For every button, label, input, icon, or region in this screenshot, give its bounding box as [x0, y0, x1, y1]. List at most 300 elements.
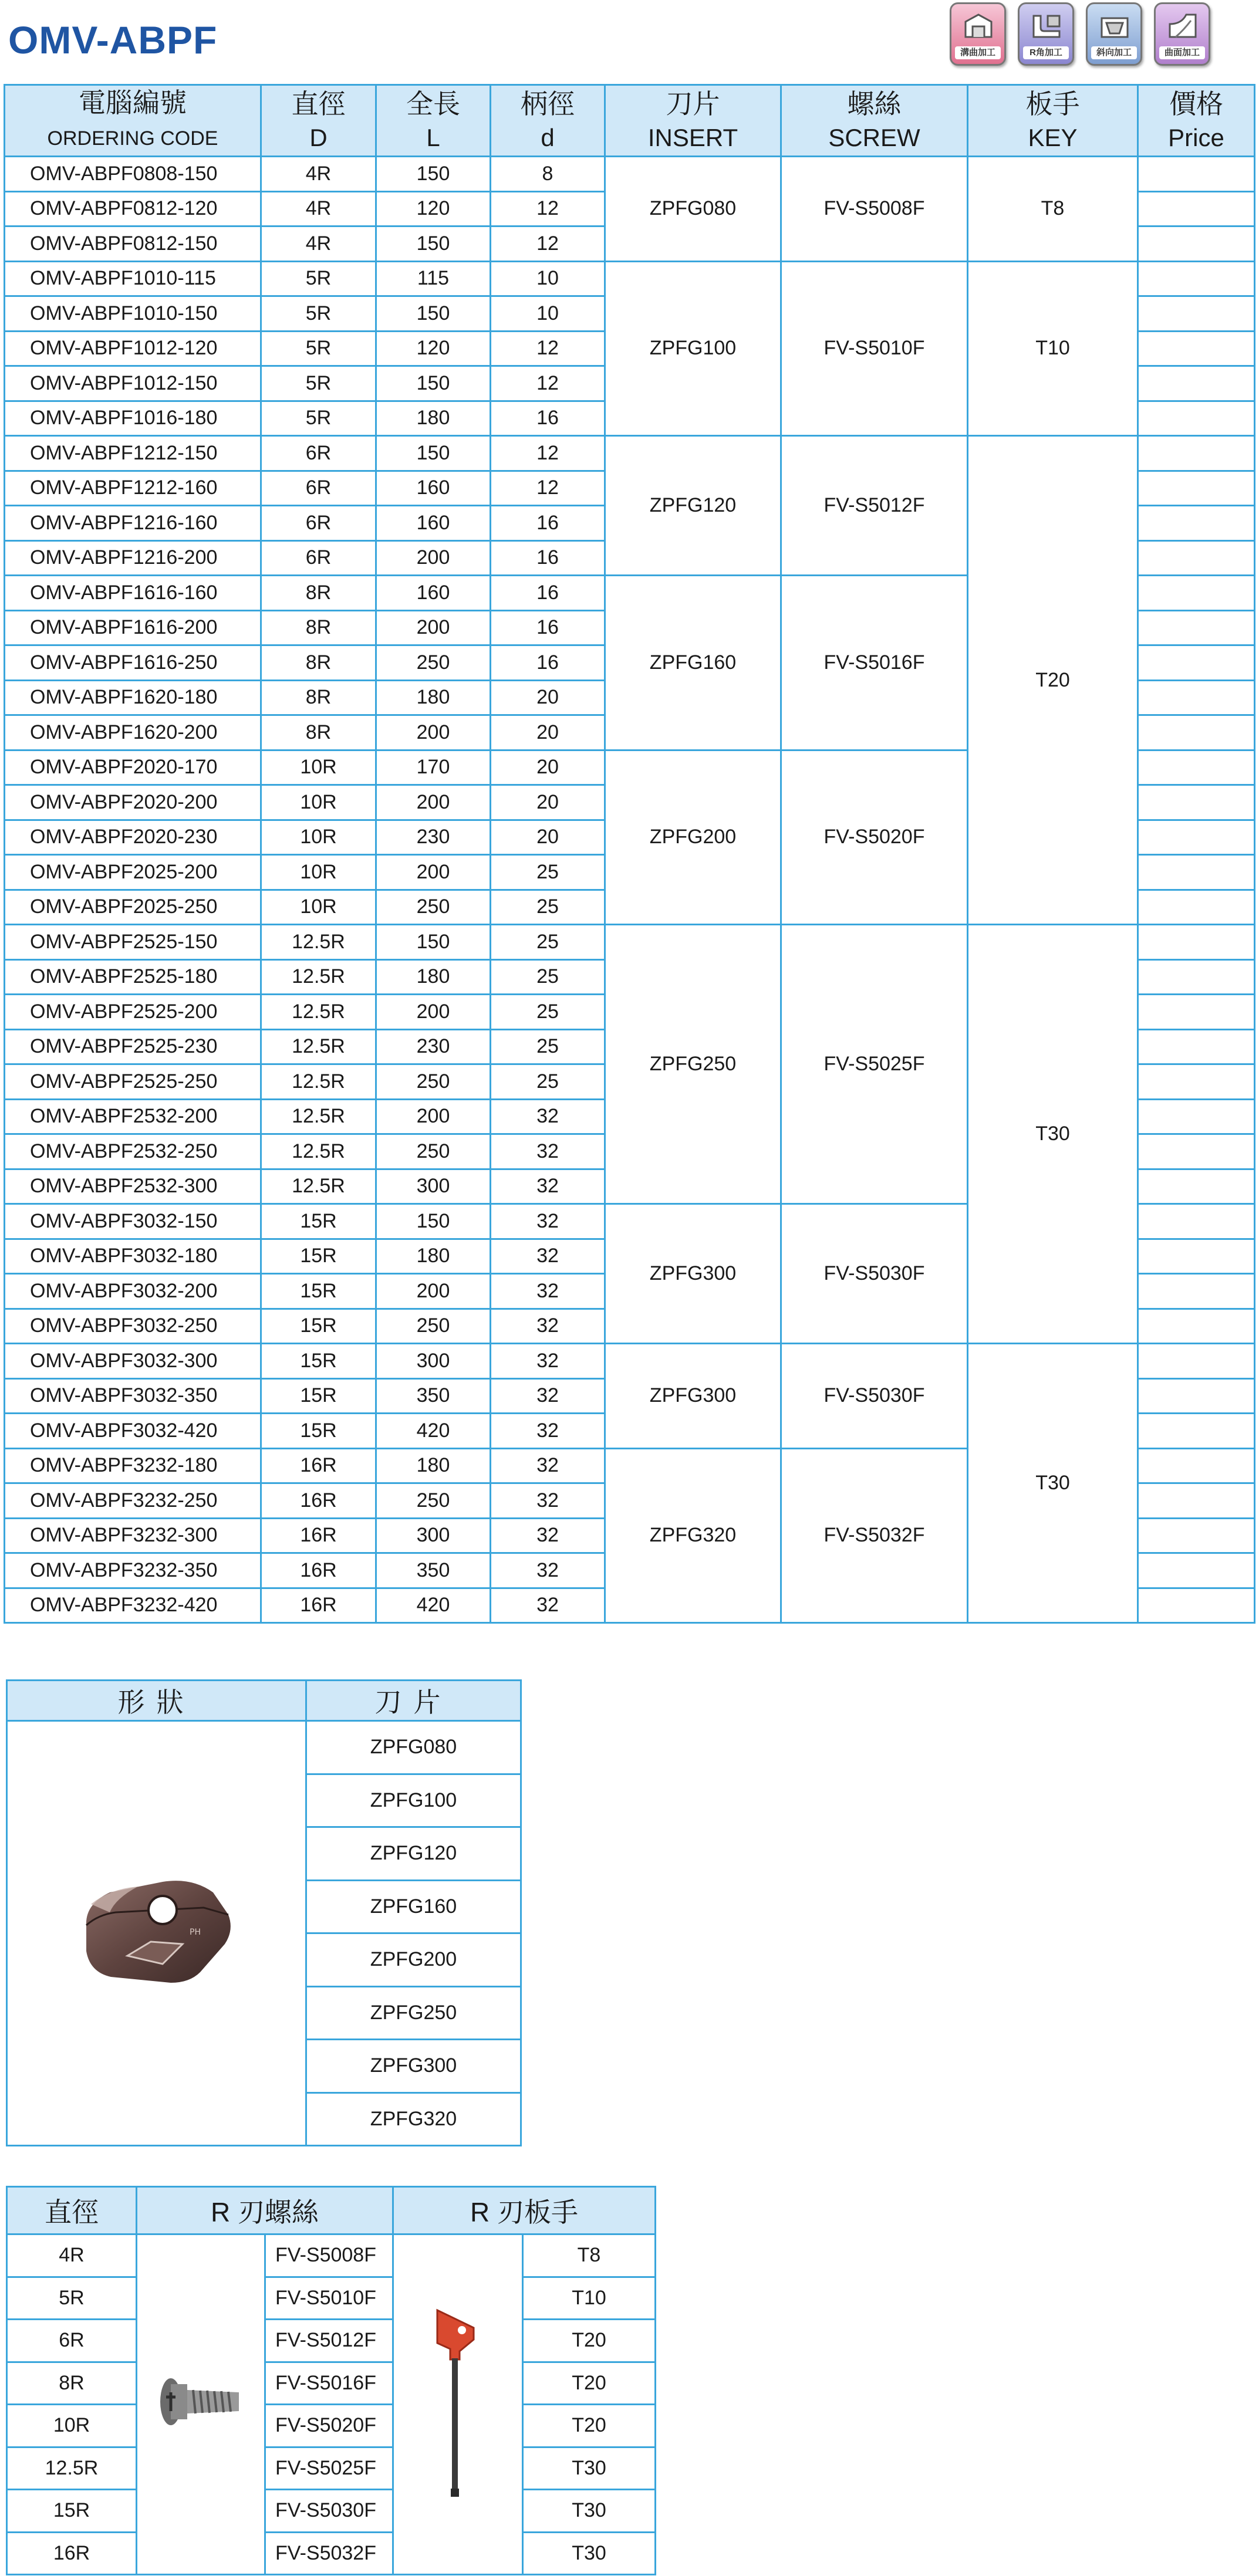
insert-cell: ZPFG100	[605, 261, 781, 436]
key-cell: T8	[523, 2234, 656, 2277]
screw-cell: FV-S5010F	[265, 2277, 393, 2320]
price-cell	[1138, 890, 1255, 925]
ordering-code-cell: OMV-ABPF3232-300	[5, 1518, 261, 1553]
screw-cell: FV-S5030F	[265, 2490, 393, 2533]
table-header-row	[5, 85, 1255, 157]
length-cell: 160	[376, 471, 491, 506]
ordering-code-cell: OMV-ABPF1616-250	[5, 645, 261, 681]
length-cell: 150	[376, 296, 491, 332]
ordering-code-cell: OMV-ABPF3232-180	[5, 1448, 261, 1483]
shank-diameter-cell: 10	[491, 261, 605, 296]
key-cell: T20	[523, 2362, 656, 2405]
screw-cell: FV-S5032F	[781, 1448, 968, 1623]
length-cell: 230	[376, 820, 491, 855]
header-shape: 形狀	[7, 1681, 306, 1721]
shank-diameter-cell: 12	[491, 366, 605, 401]
header-insert: 刀片 INSERT	[605, 85, 781, 157]
length-cell: 250	[376, 1134, 491, 1169]
screw-cell: FV-S5008F	[781, 157, 968, 262]
length-cell: 200	[376, 610, 491, 645]
shank-diameter-cell: 32	[491, 1204, 605, 1239]
screw-cell: FV-S5020F	[781, 750, 968, 925]
length-cell: 150	[376, 157, 491, 192]
price-cell	[1138, 1134, 1255, 1169]
shank-diameter-cell: 20	[491, 785, 605, 820]
diameter-cell: 5R	[7, 2277, 137, 2320]
ordering-code-cell: OMV-ABPF2025-200	[5, 855, 261, 890]
length-cell: 250	[376, 890, 491, 925]
table-row	[5, 1344, 1255, 1379]
price-cell	[1138, 1309, 1255, 1344]
shank-diameter-cell: 32	[491, 1518, 605, 1553]
price-cell	[1138, 995, 1255, 1030]
insert-cell: ZPFG200	[605, 750, 781, 925]
table-row	[5, 261, 1255, 296]
diameter-cell: 4R	[261, 227, 376, 262]
ordering-code-cell: OMV-ABPF3032-250	[5, 1309, 261, 1344]
insert-photo	[75, 1869, 239, 1992]
shank-diameter-cell: 16	[491, 576, 605, 611]
length-cell: 200	[376, 995, 491, 1030]
shank-diameter-cell: 25	[491, 995, 605, 1030]
price-cell	[1138, 401, 1255, 436]
shank-diameter-cell: 8	[491, 157, 605, 192]
price-cell	[1138, 1588, 1255, 1623]
length-cell: 160	[376, 576, 491, 611]
insert-cell: ZPFG320	[306, 2092, 521, 2146]
header-length: 全長 L	[376, 85, 491, 157]
shank-diameter-cell: 32	[491, 1448, 605, 1483]
price-cell	[1138, 436, 1255, 471]
diameter-cell: 10R	[261, 820, 376, 855]
shank-diameter-cell: 32	[491, 1588, 605, 1623]
diameter-cell: 12.5R	[261, 995, 376, 1030]
key-cell: T10	[523, 2277, 656, 2320]
ordering-code-cell: OMV-ABPF1012-120	[5, 331, 261, 366]
ordering-code-cell: OMV-ABPF1620-180	[5, 680, 261, 715]
shank-diameter-cell: 20	[491, 715, 605, 751]
header-shank-diameter: 柄徑 d	[491, 85, 605, 157]
price-cell	[1138, 1204, 1255, 1239]
diameter-cell: 15R	[261, 1309, 376, 1344]
shank-diameter-cell: 25	[491, 1064, 605, 1100]
diameter-cell: 8R	[261, 715, 376, 751]
shank-diameter-cell: 12	[491, 331, 605, 366]
ordering-code-cell: OMV-ABPF2525-180	[5, 959, 261, 995]
length-cell: 170	[376, 750, 491, 785]
header-r-screw: R 刃螺絲	[137, 2187, 393, 2234]
ordering-code-cell: OMV-ABPF1212-150	[5, 436, 261, 471]
header-screw: 螺絲 SCREW	[781, 85, 968, 157]
diameter-cell: 12.5R	[261, 1064, 376, 1100]
diameter-cell: 15R	[261, 1344, 376, 1379]
diameter-cell: 16R	[261, 1588, 376, 1623]
length-cell: 200	[376, 715, 491, 751]
length-cell: 420	[376, 1414, 491, 1449]
screw-image-cell	[137, 2234, 265, 2575]
key-cell: T30	[523, 2532, 656, 2575]
diameter-cell: 10R	[7, 2405, 137, 2447]
price-cell	[1138, 1064, 1255, 1100]
header-diameter: 直徑 D	[261, 85, 376, 157]
diameter-cell: 12.5R	[261, 925, 376, 960]
length-cell: 420	[376, 1588, 491, 1623]
insert-shape-body	[7, 1721, 521, 2146]
length-cell: 200	[376, 1099, 491, 1134]
screw-cell: FV-S5016F	[265, 2362, 393, 2405]
diameter-cell: 16R	[261, 1553, 376, 1588]
header-insert: 刀片	[306, 1681, 521, 1721]
ordering-code-cell: OMV-ABPF2525-150	[5, 925, 261, 960]
table-row	[7, 2277, 656, 2320]
diameter-cell: 10R	[261, 750, 376, 785]
ordering-table	[4, 84, 1255, 1624]
diameter-cell: 16R	[261, 1448, 376, 1483]
diameter-cell: 5R	[261, 366, 376, 401]
ordering-code-cell: OMV-ABPF0812-120	[5, 191, 261, 227]
diameter-cell: 10R	[261, 785, 376, 820]
shank-diameter-cell: 32	[491, 1378, 605, 1414]
table-row	[7, 2320, 656, 2362]
price-cell	[1138, 261, 1255, 296]
diameter-cell: 12.5R	[261, 1169, 376, 1204]
table-row	[5, 157, 1255, 192]
length-cell: 180	[376, 1239, 491, 1274]
diameter-cell: 5R	[261, 296, 376, 332]
length-cell: 180	[376, 401, 491, 436]
shank-diameter-cell: 16	[491, 540, 605, 576]
key-cell: T30	[523, 2490, 656, 2533]
insert-cell: ZPFG100	[306, 1774, 521, 1827]
badge-label: 斜向加工	[1091, 46, 1137, 59]
badge-label: 曲面加工	[1159, 46, 1205, 59]
diameter-cell: 8R	[261, 610, 376, 645]
insert-cell: ZPFG250	[306, 1986, 521, 2040]
diameter-cell: 15R	[261, 1378, 376, 1414]
diameter-cell: 8R	[261, 680, 376, 715]
diameter-cell: 16R	[261, 1483, 376, 1519]
length-cell: 150	[376, 227, 491, 262]
price-cell	[1138, 750, 1255, 785]
length-cell: 200	[376, 855, 491, 890]
price-cell	[1138, 1553, 1255, 1588]
length-cell: 150	[376, 366, 491, 401]
screw-cell: FV-S5020F	[265, 2405, 393, 2447]
diameter-cell: 5R	[261, 401, 376, 436]
insert-cell: ZPFG120	[306, 1827, 521, 1881]
ordering-table-body	[5, 157, 1255, 1623]
insert-cell: ZPFG320	[605, 1448, 781, 1623]
length-cell: 250	[376, 645, 491, 681]
diameter-cell: 15R	[261, 1274, 376, 1309]
length-cell: 150	[376, 1204, 491, 1239]
diameter-cell: 8R	[261, 576, 376, 611]
diameter-cell: 16R	[261, 1518, 376, 1553]
price-cell	[1138, 540, 1255, 576]
price-cell	[1138, 1483, 1255, 1519]
key-cell: T10	[968, 261, 1138, 436]
key-cell: T20	[968, 436, 1138, 925]
shank-diameter-cell: 25	[491, 925, 605, 960]
price-cell	[1138, 191, 1255, 227]
diameter-cell: 4R	[261, 157, 376, 192]
curved-surface-machining-icon	[1166, 10, 1199, 43]
header-diameter: 直徑	[7, 2187, 137, 2234]
screw-icon	[157, 2355, 245, 2449]
screw-cell: FV-S5032F	[265, 2532, 393, 2575]
shank-diameter-cell: 32	[491, 1274, 605, 1309]
ordering-code-cell: OMV-ABPF1616-160	[5, 576, 261, 611]
shank-diameter-cell: 32	[491, 1414, 605, 1449]
header-price: 價格 Price	[1138, 85, 1255, 157]
ordering-code-cell: OMV-ABPF2525-250	[5, 1064, 261, 1100]
screw-cell: FV-S5030F	[781, 1344, 968, 1449]
ordering-code-cell: OMV-ABPF3232-350	[5, 1553, 261, 1588]
shank-diameter-cell: 16	[491, 645, 605, 681]
price-cell	[1138, 1099, 1255, 1134]
shank-diameter-cell: 32	[491, 1309, 605, 1344]
page-title: OMV-ABPF	[8, 18, 218, 62]
length-cell: 180	[376, 959, 491, 995]
shank-diameter-cell: 25	[491, 959, 605, 995]
diameter-cell: 15R	[261, 1414, 376, 1449]
header-key: 板手 KEY	[968, 85, 1138, 157]
shank-diameter-cell: 12	[491, 191, 605, 227]
price-cell	[1138, 1239, 1255, 1274]
shank-diameter-cell: 32	[491, 1553, 605, 1588]
key-cell: T20	[523, 2405, 656, 2447]
insert-cell: ZPFG160	[306, 1880, 521, 1933]
diameter-cell: 4R	[7, 2234, 137, 2277]
shank-diameter-cell: 20	[491, 680, 605, 715]
length-cell: 300	[376, 1518, 491, 1553]
length-cell: 120	[376, 191, 491, 227]
length-cell: 350	[376, 1553, 491, 1588]
ordering-code-cell: OMV-ABPF3032-180	[5, 1239, 261, 1274]
price-cell	[1138, 471, 1255, 506]
diameter-cell: 6R	[261, 506, 376, 541]
ordering-code-cell: OMV-ABPF1216-160	[5, 506, 261, 541]
insert-photo-cell	[7, 1721, 306, 2146]
ordering-code-cell: OMV-ABPF1010-115	[5, 261, 261, 296]
shank-diameter-cell: 16	[491, 610, 605, 645]
ordering-code-cell: OMV-ABPF2532-250	[5, 1134, 261, 1169]
ordering-code-cell: OMV-ABPF2525-230	[5, 1029, 261, 1064]
diameter-cell: 12.5R	[261, 1099, 376, 1134]
price-cell	[1138, 506, 1255, 541]
price-cell	[1138, 576, 1255, 611]
length-cell: 200	[376, 785, 491, 820]
ordering-code-cell: OMV-ABPF0808-150	[5, 157, 261, 192]
insert-cell: ZPFG160	[605, 576, 781, 751]
screw-cell: FV-S5016F	[781, 576, 968, 751]
torx-key-icon	[426, 2302, 490, 2501]
ordering-code-cell: OMV-ABPF2020-200	[5, 785, 261, 820]
ordering-code-cell: OMV-ABPF1212-160	[5, 471, 261, 506]
table-row	[7, 2532, 656, 2575]
shank-diameter-cell: 32	[491, 1239, 605, 1274]
diameter-cell: 8R	[261, 645, 376, 681]
insert-cell: ZPFG300	[306, 2040, 521, 2093]
diameter-cell: 10R	[261, 855, 376, 890]
length-cell: 350	[376, 1378, 491, 1414]
shank-diameter-cell: 32	[491, 1483, 605, 1519]
curved-surface-machining-badge	[1154, 2, 1210, 66]
table-header-row	[7, 2187, 656, 2234]
ordering-code-cell: OMV-ABPF3232-420	[5, 1588, 261, 1623]
length-cell: 300	[376, 1344, 491, 1379]
svg-text:PH: PH	[189, 1928, 201, 1937]
insert-cell: ZPFG080	[306, 1721, 521, 1774]
table-row	[5, 436, 1255, 471]
shank-diameter-cell: 10	[491, 296, 605, 332]
price-cell	[1138, 820, 1255, 855]
screw-cell: FV-S5008F	[265, 2234, 393, 2277]
price-cell	[1138, 1378, 1255, 1414]
screw-cell: FV-S5012F	[265, 2320, 393, 2362]
length-cell: 200	[376, 540, 491, 576]
insert-cell: ZPFG200	[306, 1933, 521, 1987]
price-cell	[1138, 855, 1255, 890]
shank-diameter-cell: 32	[491, 1344, 605, 1379]
length-cell: 180	[376, 680, 491, 715]
price-cell	[1138, 680, 1255, 715]
ordering-code-cell: OMV-ABPF2525-200	[5, 995, 261, 1030]
shank-diameter-cell: 32	[491, 1169, 605, 1204]
ordering-code-cell: OMV-ABPF1012-150	[5, 366, 261, 401]
table-row	[7, 2447, 656, 2490]
shank-diameter-cell: 25	[491, 855, 605, 890]
ordering-code-cell: OMV-ABPF3032-420	[5, 1414, 261, 1449]
ordering-code-cell: OMV-ABPF3032-150	[5, 1204, 261, 1239]
price-cell	[1138, 925, 1255, 960]
table-row	[7, 2362, 656, 2405]
length-cell: 120	[376, 331, 491, 366]
diameter-cell: 10R	[261, 890, 376, 925]
price-cell	[1138, 1518, 1255, 1553]
key-cell: T20	[523, 2320, 656, 2362]
price-cell	[1138, 1029, 1255, 1064]
table-row	[7, 2405, 656, 2447]
diameter-cell: 6R	[261, 436, 376, 471]
price-cell	[1138, 366, 1255, 401]
ordering-code-cell: OMV-ABPF2532-300	[5, 1169, 261, 1204]
price-cell	[1138, 1169, 1255, 1204]
groove-machining-icon	[962, 10, 995, 43]
price-cell	[1138, 645, 1255, 681]
r-corner-machining-badge	[1018, 2, 1074, 66]
shank-diameter-cell: 25	[491, 1029, 605, 1064]
ordering-code-cell: OMV-ABPF1216-200	[5, 540, 261, 576]
ordering-code-cell: OMV-ABPF2025-250	[5, 890, 261, 925]
diameter-cell: 8R	[7, 2362, 137, 2405]
price-cell	[1138, 296, 1255, 332]
price-cell	[1138, 1448, 1255, 1483]
length-cell: 150	[376, 925, 491, 960]
diameter-cell: 6R	[261, 471, 376, 506]
screw-cell: FV-S5025F	[265, 2447, 393, 2490]
diameter-cell: 5R	[261, 331, 376, 366]
shank-diameter-cell: 16	[491, 506, 605, 541]
table-header-row	[7, 1681, 521, 1721]
insert-cell: ZPFG300	[605, 1204, 781, 1344]
length-cell: 230	[376, 1029, 491, 1064]
shank-diameter-cell: 16	[491, 401, 605, 436]
length-cell: 160	[376, 506, 491, 541]
screw-cell: FV-S5025F	[781, 925, 968, 1204]
diameter-cell: 5R	[261, 261, 376, 296]
insert-cell: ZPFG300	[605, 1344, 781, 1449]
ordering-code-cell: OMV-ABPF2532-200	[5, 1099, 261, 1134]
groove-machining-badge	[950, 2, 1006, 66]
shank-diameter-cell: 12	[491, 436, 605, 471]
insert-shape-table	[6, 1679, 522, 2146]
header-ordering-code: 電腦編號 ORDERING CODE	[5, 85, 261, 157]
length-cell: 115	[376, 261, 491, 296]
price-cell	[1138, 1344, 1255, 1379]
price-cell	[1138, 157, 1255, 192]
key-cell: T8	[968, 157, 1138, 262]
shank-diameter-cell: 32	[491, 1134, 605, 1169]
ordering-code-cell: OMV-ABPF1016-180	[5, 401, 261, 436]
key-image-cell	[393, 2234, 523, 2575]
diameter-cell: 12.5R	[7, 2447, 137, 2490]
diameter-cell: 12.5R	[261, 959, 376, 995]
diameter-cell: 12.5R	[261, 1029, 376, 1064]
ordering-code-cell: OMV-ABPF2020-230	[5, 820, 261, 855]
screw-cell: FV-S5030F	[781, 1204, 968, 1344]
diameter-cell: 6R	[7, 2320, 137, 2362]
price-cell	[1138, 715, 1255, 751]
price-cell	[1138, 331, 1255, 366]
inclined-machining-icon	[1098, 10, 1131, 43]
ordering-code-cell: OMV-ABPF1010-150	[5, 296, 261, 332]
key-cell: T30	[968, 925, 1138, 1344]
screw-cell: FV-S5012F	[781, 436, 968, 576]
diameter-cell: 15R	[261, 1239, 376, 1274]
table-row	[7, 2490, 656, 2533]
ordering-code-cell: OMV-ABPF3032-300	[5, 1344, 261, 1379]
length-cell: 250	[376, 1309, 491, 1344]
diameter-cell: 6R	[261, 540, 376, 576]
length-cell: 180	[376, 1448, 491, 1483]
ordering-code-cell: OMV-ABPF2020-170	[5, 750, 261, 785]
insert-cell: ZPFG250	[605, 925, 781, 1204]
screw-key-table	[6, 2186, 656, 2575]
key-cell: T30	[968, 1344, 1138, 1623]
shank-diameter-cell: 32	[491, 1099, 605, 1134]
ordering-code-cell: OMV-ABPF1620-200	[5, 715, 261, 751]
insert-cell: ZPFG080	[605, 157, 781, 262]
ordering-code-cell: OMV-ABPF1616-200	[5, 610, 261, 645]
price-cell	[1138, 785, 1255, 820]
diameter-cell: 12.5R	[261, 1134, 376, 1169]
ordering-code-cell: OMV-ABPF0812-150	[5, 227, 261, 262]
table-row	[7, 2234, 656, 2277]
screw-cell: FV-S5010F	[781, 261, 968, 436]
header-r-key: R 刃板手	[393, 2187, 656, 2234]
diameter-cell: 4R	[261, 191, 376, 227]
shank-diameter-cell: 20	[491, 820, 605, 855]
price-cell	[1138, 1274, 1255, 1309]
table-row	[7, 1721, 521, 1774]
ordering-code-cell: OMV-ABPF3032-200	[5, 1274, 261, 1309]
machining-badges	[950, 2, 1210, 66]
diameter-cell: 15R	[261, 1204, 376, 1239]
table-row	[5, 925, 1255, 960]
insert-cell: ZPFG120	[605, 436, 781, 576]
badge-label: R角加工	[1023, 46, 1069, 59]
